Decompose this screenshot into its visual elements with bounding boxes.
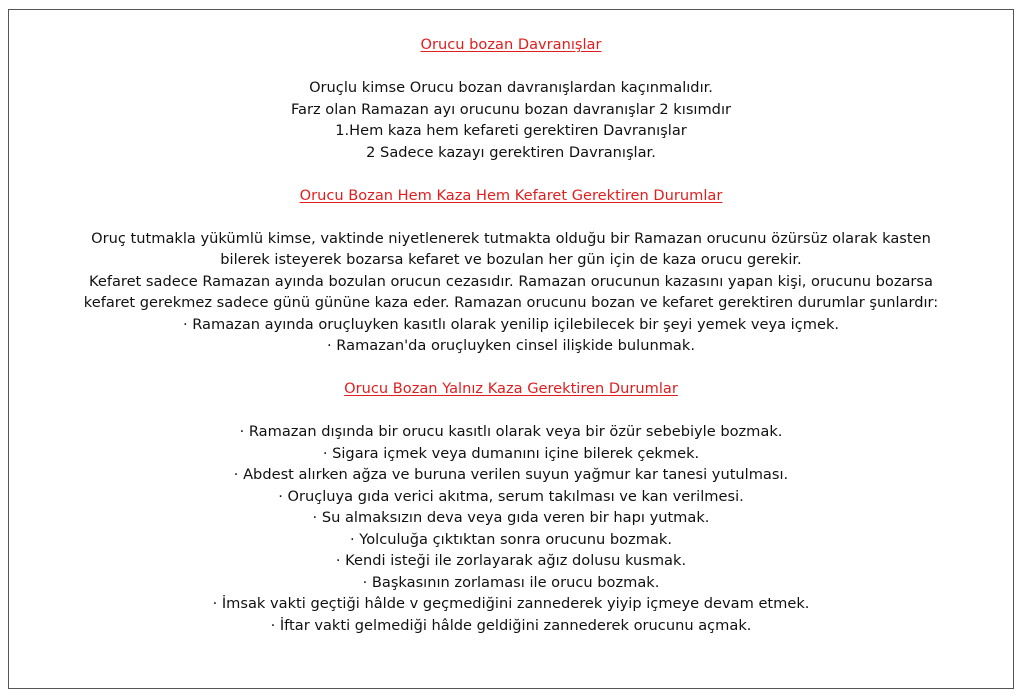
list-item: · Ramazan ayında oruçluyken kasıtlı olarak yenilip içilebilecek bir şeyi yemek veya içmek.: [182, 315, 840, 333]
list-item: · Oruçluya gıda verici akıtma, serum takılması ve kan verilmesi.: [278, 487, 744, 505]
section-heading-orucu-bozan: Orucu bozan Davranışlar: [420, 36, 602, 53]
text-line: bilerek isteyerek bozarsa kefaret ve bozulan her gün için de kaza orucu gerekir.: [220, 251, 802, 268]
section-heading-yalniz-kaza: Orucu Bozan Yalnız Kaza Gerektiren Durumlar: [344, 380, 678, 397]
document-content: [9, 34, 1013, 636]
section-heading-kaza-kefaret: Orucu Bozan Hem Kaza Hem Kefaret Gerektiren Durumlar: [299, 186, 723, 204]
list-item: · Yolculuğa çıktıktan sonra orucunu bozmak.: [349, 530, 673, 548]
text-line: Oruç tutmakla yükümlü kimse, vaktinde niyetlenerek tutmakta olduğu bir Ramazan orucunu özürsüz olarak kasten: [91, 229, 931, 247]
list-item: · Kendi isteği ile zorlayarak ağız dolusu kusmak.: [335, 552, 687, 569]
list-item: · Başkasının zorlaması ile orucu bozmak.: [362, 573, 660, 591]
text-line: 2 Sadece kazayı gerektiren Davranışlar.: [366, 143, 656, 161]
document-frame: [8, 9, 1014, 689]
list-item: · Ramazan dışında bir orucu kasıtlı olarak veya bir özür sebebiyle bozmak.: [239, 423, 783, 440]
text-line: Oruçlu kimse Orucu bozan davranışlardan kaçınmalıdır.: [309, 79, 713, 96]
text-line: kefaret gerekmez sadece günü gününe kaza eder. Ramazan orucunu bozan ve kefaret gerektiren durumlar şunlardır:: [83, 294, 939, 311]
text-line: Farz olan Ramazan ayı orucunu bozan davranışlar 2 kısımdır: [290, 100, 732, 118]
list-item: · İmsak vakti geçtiği hâlde v geçmediğini zannederek yiyip içmeye devam etmek.: [212, 595, 810, 612]
list-item: · Abdest alırken ağza ve buruna verilen suyun yağmur kar tanesi yutulması.: [233, 466, 789, 483]
list-item: · Ramazan'da oruçluyken cinsel ilişkide bulunmak.: [327, 337, 695, 354]
list-item: · İftar vakti gelmediği hâlde geldiğini zannederek orucunu açmak.: [270, 616, 752, 634]
text-line: 1.Hem kaza hem kefareti gerektiren Davranışlar: [335, 122, 687, 139]
list-item: · Sigara içmek veya dumanını içine bilerek çekmek.: [322, 444, 700, 462]
list-item: · Su almaksızın deva veya gıda veren bir hapı yutmak.: [312, 509, 710, 526]
text-line: Kefaret sadece Ramazan ayında bozulan orucun cezasıdır. Ramazan orucunun kazasını yapan kişi, orucunu bozarsa: [89, 272, 933, 290]
